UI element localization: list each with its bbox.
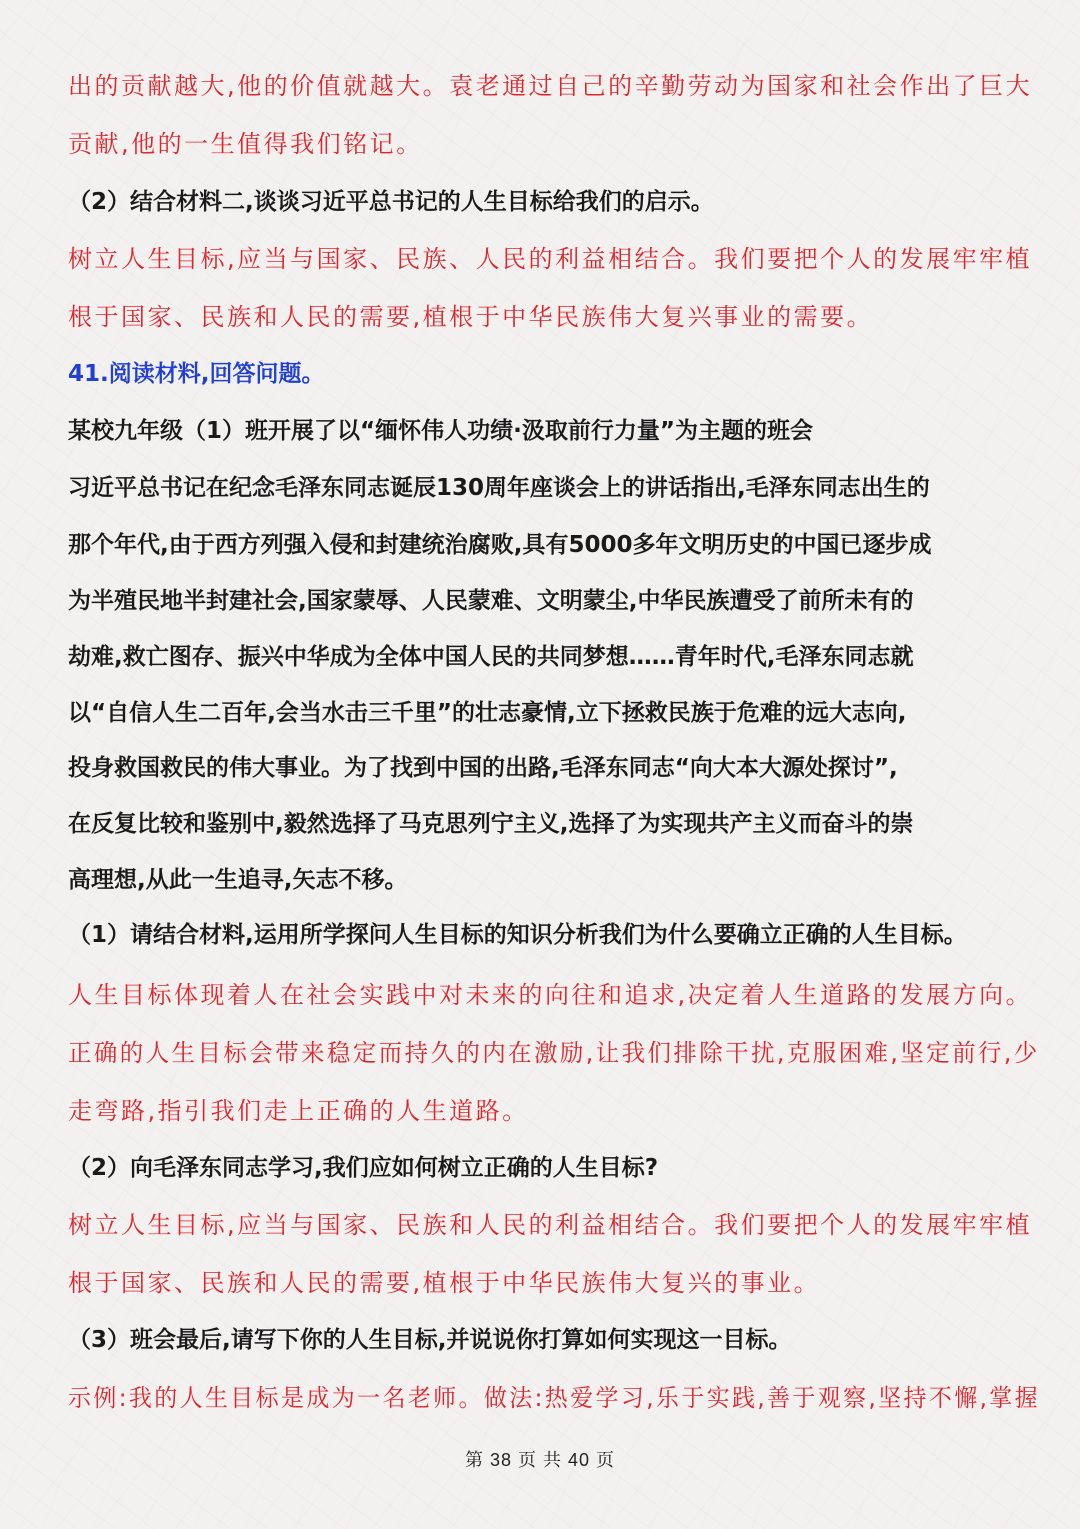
- answer-line: 走弯路,指引我们走上正确的人生道路。: [68, 1097, 529, 1125]
- material-line: 为半殖民地半封建社会,国家蒙辱、人民蒙难、文明蒙尘,中华民族遭受了前所未有的: [68, 588, 914, 614]
- material-line: 高理想,从此一生追寻,矢志不移。: [68, 867, 408, 893]
- question-line: （2）结合材料二,谈谈习近平总书记的人生目标给我们的启示。: [68, 189, 714, 215]
- answer-line: 根于国家、民族和人民的需要,植根于中华民族伟大复兴的事业。: [68, 1269, 821, 1297]
- material-line: 那个年代,由于西方列强入侵和封建统治腐败,具有5000多年文明历史的中国已逐步成: [68, 532, 932, 558]
- material-line: 在反复比较和鉴别中,毅然选择了马克思列宁主义,选择了为实现共产主义而奋斗的崇: [68, 811, 914, 837]
- material-line: 投身救国救民的伟大事业。为了找到中国的出路,毛泽东同志“向大本大源处探讨”,: [68, 755, 898, 781]
- answer-line: 贡献,他的一生值得我们铭记。: [68, 130, 423, 158]
- answer-line: 出的贡献越大,他的价值就越大。袁老通过自己的辛勤劳动为国家和社会作出了巨大: [68, 72, 1033, 100]
- answer-line: 人生目标体现着人在社会实践中对未来的向往和追求,决定着人生道路的发展方向。: [68, 981, 1033, 1009]
- question-line: （2）向毛泽东同志学习,我们应如何树立正确的人生目标?: [68, 1155, 659, 1181]
- page-number-footer: 第 38 页 共 40 页: [464, 1450, 616, 1470]
- material-line: 某校九年级（1）班开展了以“缅怀伟人功绩·汲取前行力量”为主题的班会: [68, 418, 813, 444]
- answer-line: 树立人生目标,应当与国家、民族和人民的利益相结合。我们要把个人的发展牢牢植: [68, 1211, 1033, 1239]
- question-line: （3）班会最后,请写下你的人生目标,并说说你打算如何实现这一目标。: [68, 1327, 792, 1353]
- answer-line: 正确的人生目标会带来稳定而持久的内在激励,让我们排除干扰,克服困难,坚定前行,少: [68, 1039, 1040, 1067]
- material-line: 劫难,救亡图存、振兴中华成为全体中国人民的共同梦想……青年时代,毛泽东同志就: [68, 644, 914, 670]
- question-line: （1）请结合材料,运用所学探问人生目标的知识分析我们为什么要确立正确的人生目标。: [68, 922, 967, 948]
- question-heading: 41.阅读材料,回答问题。: [68, 361, 325, 387]
- answer-line: 根于国家、民族和人民的需要,植根于中华民族伟大复兴事业的需要。: [68, 303, 874, 331]
- material-line: 以“自信人生二百年,会当水击三千里”的壮志豪情,立下拯救民族于危难的远大志向,: [68, 700, 907, 726]
- material-line: 习近平总书记在纪念毛泽东同志诞辰130周年座谈会上的讲话指出,毛泽东同志出生的: [68, 475, 930, 501]
- answer-line: 示例:我的人生目标是成为一名老师。做法:热爱学习,乐于实践,善于观察,坚持不懈,掌握: [68, 1384, 1041, 1412]
- answer-line: 树立人生目标,应当与国家、民族、人民的利益相结合。我们要把个人的发展牢牢植: [68, 245, 1033, 273]
